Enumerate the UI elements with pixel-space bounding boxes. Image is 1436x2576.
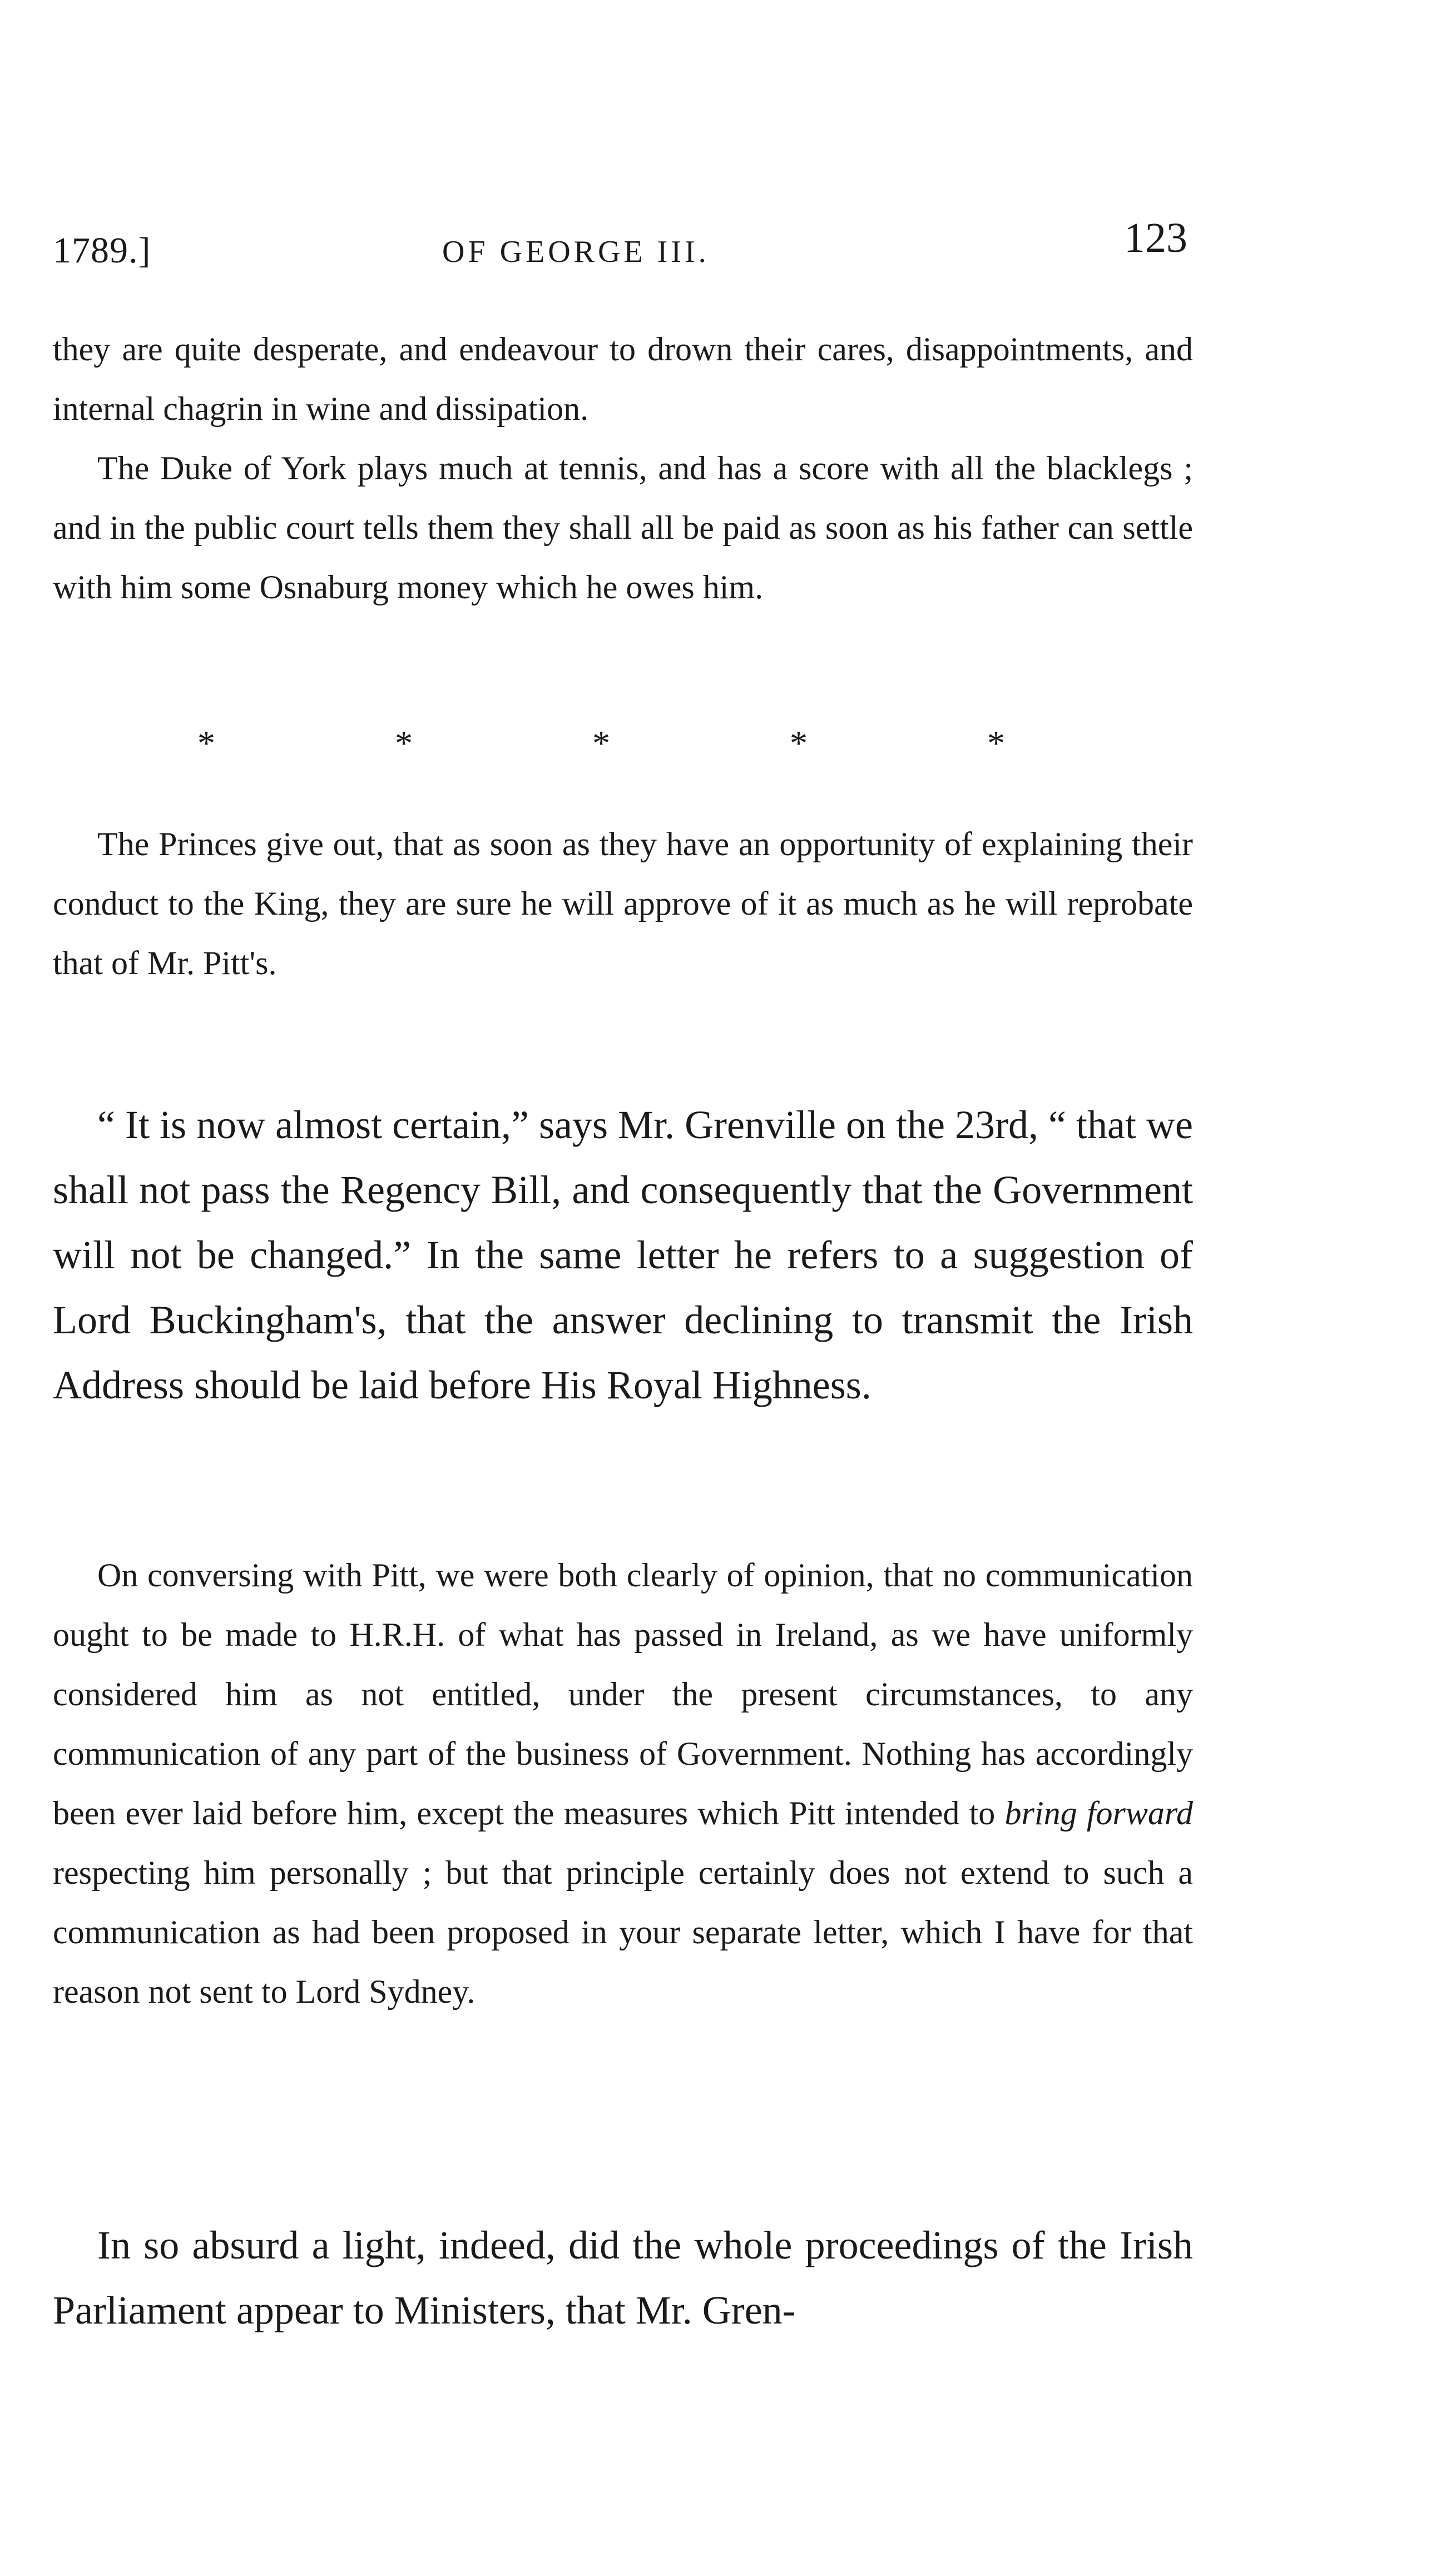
paragraph-text: On conversing with Pitt, we were both clearly of opinion, that no communication ought to be made to H.R.H. of what has passed in Ireland, as we have uniformly considered him as not entitled, under the present circumstances, to any communication of any part of the business of Government. Nothing has accordingly been ever laid before him, except the measures which Pitt intended to [53,1557,1193,1832]
paragraph-block-irish-parliament [53,2213,1193,2343]
paragraph-pitt-letter [53,1546,1193,2022]
separator-asterisk: * [790,723,808,763]
italic-phrase: bring forward [1004,1795,1193,1832]
paragraph-continuation: they are quite desperate, and endeavour to drown their cares, disappointments, and internal chagrin in wine and dissipation. [53,331,1193,427]
paragraph-princes: The Princes give out, that as soon as they have an opportunity of explaining their conduct to the King, they are sure he will approve of it as much as he will reprobate that of Mr. Pitt's. [53,826,1193,981]
separator-asterisk: * [395,723,413,763]
separator-asterisk: * [197,723,215,763]
header-title: OF GEORGE III. [442,235,710,269]
page-number: 123 [1124,215,1187,261]
paragraph-block-grenville [53,1093,1193,1418]
paragraph-irish-parliament: In so absurd a light, indeed, did the whole proceedings of the Irish Parliament appear to Ministers, that Mr. Gren- [53,2223,1193,2332]
section-separator [0,723,1436,773]
separator-asterisk: * [592,723,610,763]
header-year: 1789.] [53,230,151,271]
paragraph-duke-of-york: The Duke of York plays much at tennis, and has a score with all the blacklegs ; and in the public court tells them they shall all be paid as soon as his father can settle with him some Osnaburg money which he owes him. [53,450,1193,605]
paragraph-grenville: “ It is now almost certain,” says Mr. Grenville on the 23rd, “ that we shall not pass the Regency Bill, and consequently that the Government will not be changed.” In the same letter he refers to a suggestion of Lord Buckingham's, that the answer declining to transmit the Irish Address should be laid before His Royal Highness. [53,1103,1193,1407]
paragraph-block-princes [53,815,1193,993]
paragraph-block-letter-excerpt [53,320,1193,617]
running-header [53,214,1187,281]
paragraph-text: respecting him personally ; but that principle certainly does not extend to such a communication as had been proposed in your separate letter, which I have for that reason not sent to Lord Sydney. [53,1854,1193,2010]
separator-asterisk: * [987,723,1005,763]
paragraph-block-pitt-letter [53,1546,1193,2022]
